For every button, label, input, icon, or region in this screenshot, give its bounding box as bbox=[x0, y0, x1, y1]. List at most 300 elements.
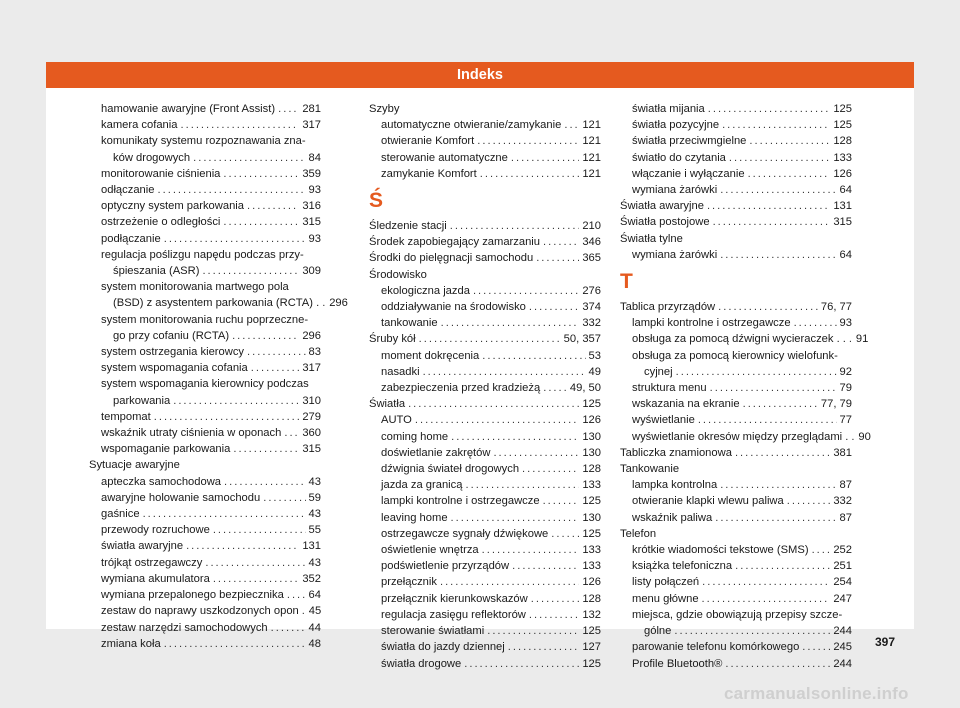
index-entry-text: system wspomagania cofania bbox=[101, 362, 248, 375]
index-page-ref: 90 bbox=[858, 430, 871, 443]
dot-leader bbox=[223, 214, 299, 230]
dot-leader bbox=[512, 558, 579, 574]
dot-leader bbox=[173, 393, 299, 409]
dot-leader bbox=[278, 101, 299, 117]
index-entry-text: otwieranie Komfort bbox=[381, 135, 475, 148]
index-page-ref: 87 bbox=[839, 479, 852, 492]
index-entry-text: zamykanie Komfort bbox=[381, 167, 477, 180]
index-page-ref: 309 bbox=[302, 265, 321, 278]
dot-leader bbox=[812, 542, 831, 558]
index-entry-text: obsługa za pomocą kierownicy wielofunk- bbox=[632, 349, 838, 362]
dot-leader bbox=[415, 412, 579, 428]
index-subentry bbox=[620, 166, 852, 182]
index-column-1 bbox=[89, 101, 348, 652]
index-entry bbox=[620, 445, 852, 461]
index-subentry bbox=[620, 542, 852, 558]
index-subentry bbox=[89, 312, 321, 344]
index-entry-text: książka telefoniczna bbox=[632, 560, 733, 573]
index-entry-text: przełącznik bbox=[381, 576, 437, 589]
index-entry bbox=[620, 299, 852, 315]
index-page-ref: 131 bbox=[302, 540, 321, 553]
dot-leader bbox=[735, 445, 830, 461]
index-subentry bbox=[89, 555, 321, 571]
index-entry-text: cyjnej bbox=[644, 365, 673, 378]
index-subentry bbox=[369, 558, 601, 574]
index-entry-text: Tablica przyrządów bbox=[620, 301, 716, 314]
index-subentry bbox=[620, 607, 852, 639]
index-entry-text: światła do jazdy dziennej bbox=[381, 641, 505, 654]
index-entry-text: parowanie telefonu komórkowego bbox=[632, 641, 800, 654]
index-page-ref: 77 bbox=[839, 414, 852, 427]
index-subentry bbox=[89, 636, 321, 652]
index-entry-text: gólne bbox=[644, 625, 672, 638]
index-entry-text: awaryjne holowanie samochodu bbox=[101, 491, 261, 504]
index-page-ref: 53 bbox=[588, 349, 601, 362]
dot-leader bbox=[423, 364, 586, 380]
index-page-ref: 133 bbox=[833, 151, 852, 164]
index-page-ref: 64 bbox=[839, 248, 852, 261]
index-page-ref: 43 bbox=[308, 556, 321, 569]
dot-leader bbox=[158, 182, 306, 198]
page-title: Indeks bbox=[457, 67, 503, 83]
index-entry-text: wymiana akumulatora bbox=[101, 572, 210, 585]
dot-leader bbox=[720, 182, 836, 198]
index-section-letter: T bbox=[620, 270, 633, 294]
index-page-ref: 374 bbox=[582, 301, 601, 314]
index-entry-text: trójkąt ostrzegawczy bbox=[101, 556, 203, 569]
dot-leader bbox=[508, 639, 580, 655]
dot-leader bbox=[698, 412, 837, 428]
index-subentry bbox=[620, 493, 852, 509]
index-subentry bbox=[369, 526, 601, 542]
index-subentry bbox=[369, 380, 601, 396]
index-entry-text: ostrzeżenie o odległości bbox=[101, 216, 221, 229]
index-subentry bbox=[620, 101, 852, 117]
index-entry-text: menu główne bbox=[632, 592, 699, 605]
index-entry-text: krótkie wiadomości tekstowe (SMS) bbox=[632, 544, 809, 557]
index-page-ref: 133 bbox=[582, 479, 601, 492]
index-entry-text: oddziaływanie na środowisko bbox=[381, 301, 526, 314]
dot-leader bbox=[247, 344, 306, 360]
index-entry-text: Szyby bbox=[369, 103, 400, 115]
dot-leader bbox=[487, 623, 579, 639]
index-section-letter: Ś bbox=[369, 189, 384, 213]
dot-leader bbox=[543, 380, 567, 396]
index-subentry bbox=[369, 299, 601, 315]
dot-leader bbox=[531, 591, 580, 607]
dot-leader bbox=[143, 506, 306, 522]
index-entry-text: gaśnice bbox=[101, 508, 140, 521]
index-entry-text: leaving home bbox=[381, 511, 448, 524]
index-entry-text: światła mijania bbox=[632, 103, 705, 115]
index-page-ref: 55 bbox=[308, 524, 321, 537]
dot-leader bbox=[213, 522, 306, 538]
index-entry-text: moment dokręcenia bbox=[381, 349, 480, 362]
dot-leader bbox=[223, 166, 299, 182]
index-page-ref: 125 bbox=[833, 119, 852, 132]
index-entry-text: Światła tylne bbox=[620, 232, 683, 245]
index-entry-text: wyświetlanie okresów między przeglądami . bbox=[632, 430, 849, 443]
index-entry-text: światła przeciwmgielne bbox=[632, 135, 747, 148]
index-page-ref: 93 bbox=[308, 184, 321, 197]
index-subentry bbox=[369, 133, 601, 149]
dot-leader bbox=[849, 331, 853, 347]
index-page-ref: 315 bbox=[302, 216, 321, 229]
index-page-ref: 244 bbox=[833, 625, 852, 638]
dot-leader bbox=[186, 538, 299, 554]
index-entry-text: przewody rozruchowe bbox=[101, 524, 210, 537]
index-entry bbox=[369, 396, 601, 412]
index-entry-text: doświetlanie zakrętów bbox=[381, 446, 491, 459]
index-page-ref: 125 bbox=[582, 495, 601, 508]
index-entry-text: Tankowanie bbox=[620, 463, 680, 476]
index-subentry bbox=[620, 150, 852, 166]
index-entry-text: zabezpieczenia przed kradzieżą bbox=[381, 382, 541, 395]
index-page-ref: 315 bbox=[833, 216, 852, 229]
index-subentry bbox=[369, 607, 601, 623]
index-entry-text: (BSD) z asystentem parkowania (RCTA) . bbox=[113, 297, 320, 310]
index-page-ref: 125 bbox=[833, 103, 852, 115]
index-entry bbox=[620, 214, 852, 230]
index-subentry bbox=[89, 425, 321, 441]
index-subentry bbox=[89, 101, 321, 117]
index-subentry bbox=[369, 364, 601, 380]
index-entry bbox=[369, 218, 601, 234]
dot-leader bbox=[710, 380, 837, 396]
index-entry-text: Środek zapobiegający zamarzaniu bbox=[369, 236, 541, 249]
index-page-ref: 359 bbox=[302, 167, 321, 180]
index-subentry bbox=[620, 133, 852, 149]
index-entry-text: ekologiczna jazda bbox=[381, 284, 470, 297]
dot-leader bbox=[202, 263, 299, 279]
index-entry-text: miejsca, gdzie obowiązują przepisy szcze- bbox=[632, 608, 843, 621]
index-entry-text: światło do czytania bbox=[632, 151, 726, 164]
index-subentry bbox=[620, 380, 852, 396]
index-subentry bbox=[89, 182, 321, 198]
index-entry-text: nasadki bbox=[381, 365, 420, 378]
dot-leader bbox=[676, 364, 837, 380]
index-page-ref: 84 bbox=[308, 151, 321, 164]
dot-leader bbox=[440, 574, 579, 590]
index-entry-text: parkowania bbox=[113, 394, 171, 407]
index-entry-text: Środowisko bbox=[369, 268, 427, 281]
index-page-ref: 128 bbox=[582, 463, 601, 476]
index-page-ref: 332 bbox=[833, 495, 852, 508]
index-entry-text: system monitorowania martwego pola bbox=[101, 281, 289, 294]
dot-leader bbox=[729, 150, 830, 166]
index-page-ref: 77, 79 bbox=[820, 398, 852, 411]
index-entry-text: monitorowanie ciśnienia bbox=[101, 167, 221, 180]
index-entry-text: struktura menu bbox=[632, 382, 707, 395]
dot-leader bbox=[674, 623, 830, 639]
index-entry-text: listy połączeń bbox=[632, 576, 700, 589]
index-entry-text: Sytuacje awaryjne bbox=[89, 459, 180, 472]
index-page-ref: 91 bbox=[855, 333, 869, 346]
index-entry-text: kamera cofania bbox=[101, 119, 178, 132]
index-subentry bbox=[620, 558, 852, 574]
dot-leader bbox=[707, 198, 830, 214]
index-entry-text: automatyczne otwieranie/zamykanie bbox=[381, 119, 562, 132]
dot-leader bbox=[543, 493, 580, 509]
index-entry-text: wspomaganie parkowania bbox=[101, 443, 231, 456]
dot-leader bbox=[213, 571, 300, 587]
index-subentry bbox=[620, 656, 852, 672]
index-page-ref: 252 bbox=[833, 544, 852, 557]
index-subentry bbox=[89, 214, 321, 230]
dot-leader bbox=[551, 526, 579, 542]
index-entry-text: Środki do pielęgnacji samochodu bbox=[369, 252, 534, 265]
index-page-ref: 79 bbox=[839, 382, 852, 395]
dot-leader bbox=[482, 542, 580, 558]
dot-leader bbox=[702, 574, 830, 590]
index-subentry bbox=[369, 461, 601, 477]
index-subentry bbox=[369, 283, 601, 299]
index-subentry bbox=[89, 117, 321, 133]
index-page-ref: 49 bbox=[588, 365, 601, 378]
index-subentry bbox=[620, 315, 852, 331]
index-page-ref: 130 bbox=[582, 446, 601, 459]
index-page-ref: 59 bbox=[308, 491, 321, 504]
index-entry-text: Światła postojowe bbox=[620, 216, 710, 229]
index-subentry bbox=[620, 331, 869, 347]
index-entry-text: zmiana koła bbox=[101, 637, 161, 650]
index-column-2 bbox=[369, 101, 601, 672]
index-entry-text: lampka kontrolna bbox=[632, 479, 718, 492]
index-page-ref: 254 bbox=[833, 576, 852, 589]
index-entry-text: lampki kontrolne i ostrzegawcze bbox=[632, 317, 791, 330]
dot-leader bbox=[536, 250, 579, 266]
index-entry-text: wymiana przepalonego bezpiecznika bbox=[101, 589, 284, 602]
index-page-ref: 360 bbox=[302, 427, 321, 440]
dot-leader bbox=[715, 510, 836, 526]
index-subentry bbox=[89, 441, 321, 457]
index-entry-text: zestaw narzędzi samochodowych bbox=[101, 621, 268, 634]
index-page-ref: 381 bbox=[833, 446, 852, 459]
index-page-ref: 128 bbox=[833, 135, 852, 148]
dot-leader bbox=[708, 101, 831, 117]
index-subentry bbox=[369, 542, 601, 558]
index-entry-text: Śruby kół bbox=[369, 333, 416, 346]
dot-leader bbox=[164, 231, 306, 247]
index-page-ref: 93 bbox=[308, 232, 321, 245]
index-page-ref: 346 bbox=[582, 236, 601, 249]
dot-leader bbox=[251, 360, 300, 376]
dot-leader bbox=[543, 234, 579, 250]
index-subentry bbox=[89, 279, 348, 311]
dot-leader bbox=[224, 474, 306, 490]
index-entry-text: komunikaty systemu rozpoznawania zna- bbox=[101, 135, 306, 148]
index-entry-text: oświetlenie wnętrza bbox=[381, 544, 479, 557]
dot-leader bbox=[477, 133, 579, 149]
index-entry-text: regulacja poślizgu napędu podczas przy- bbox=[101, 248, 304, 261]
index-entry-text: tankowanie bbox=[381, 317, 438, 330]
index-entry-text: Telefon bbox=[620, 527, 657, 540]
index-page-ref: 132 bbox=[582, 608, 601, 621]
index-page-ref: 64 bbox=[308, 589, 321, 602]
index-subentry bbox=[89, 620, 321, 636]
index-subentry bbox=[369, 348, 601, 364]
index-entry bbox=[369, 267, 601, 283]
index-page-ref: 131 bbox=[833, 200, 852, 213]
index-page-ref: 43 bbox=[308, 508, 321, 521]
index-page-ref: 317 bbox=[302, 362, 321, 375]
index-subentry bbox=[89, 587, 321, 603]
index-entry bbox=[620, 231, 852, 247]
index-entry-text: wymiana żarówki bbox=[632, 248, 718, 261]
index-subentry bbox=[369, 166, 601, 182]
index-page-ref: 130 bbox=[582, 430, 601, 443]
index-entry-text: wymiana żarówki bbox=[632, 184, 718, 197]
index-entry-text: sterowanie światłami bbox=[381, 625, 485, 638]
index-page-ref: 279 bbox=[302, 410, 321, 423]
index-entry-text: włączanie i wyłączanie bbox=[632, 167, 745, 180]
index-subentry bbox=[620, 429, 871, 445]
dot-leader bbox=[720, 247, 836, 263]
index-page-ref: 126 bbox=[582, 414, 601, 427]
index-entry bbox=[369, 250, 601, 266]
index-entry bbox=[369, 101, 601, 117]
index-entry bbox=[369, 331, 601, 347]
index-column-3 bbox=[620, 101, 871, 672]
index-page-ref: 133 bbox=[582, 544, 601, 557]
index-entry-text: światła pozycyjne bbox=[632, 119, 720, 132]
index-subentry bbox=[369, 445, 601, 461]
index-subentry bbox=[369, 639, 601, 655]
page-header bbox=[46, 62, 914, 88]
index-entry-text: apteczka samochodowa bbox=[101, 475, 222, 488]
dot-leader bbox=[480, 166, 580, 182]
dot-leader bbox=[713, 214, 831, 230]
index-page-ref: 245 bbox=[833, 641, 852, 654]
index-page-ref: 87 bbox=[839, 511, 852, 524]
index-page-ref: 92 bbox=[839, 365, 852, 378]
index-page-ref: 43 bbox=[308, 475, 321, 488]
index-page-ref: 133 bbox=[582, 560, 601, 573]
index-page-ref: 44 bbox=[308, 621, 321, 634]
index-page-ref: 317 bbox=[302, 119, 321, 132]
page-number: 397 bbox=[875, 635, 896, 649]
index-page-ref: 121 bbox=[582, 167, 601, 180]
index-entry-text: Światła awaryjne bbox=[620, 200, 704, 213]
index-subentry bbox=[369, 429, 601, 445]
index-page-ref: 64 bbox=[839, 184, 852, 197]
watermark: carmanualsonline.info bbox=[724, 684, 909, 703]
index-page-ref: 49, 50 bbox=[569, 382, 601, 395]
dot-leader bbox=[205, 555, 305, 571]
index-subentry bbox=[620, 348, 852, 380]
index-subentry bbox=[620, 247, 852, 263]
index-subentry bbox=[620, 510, 852, 526]
index-subentry bbox=[620, 574, 852, 590]
dot-leader bbox=[247, 198, 299, 214]
index-page-ref: 244 bbox=[833, 657, 852, 670]
index-subentry bbox=[369, 493, 601, 509]
index-subentry bbox=[89, 376, 321, 408]
dot-leader bbox=[749, 133, 830, 149]
index-entry-text: wyświetlanie bbox=[632, 414, 695, 427]
index-entry-text: go przy cofaniu (RCTA) bbox=[113, 329, 230, 342]
index-subentry bbox=[620, 639, 852, 655]
index-page-ref: 310 bbox=[302, 394, 321, 407]
dot-leader bbox=[154, 409, 300, 425]
index-page-ref: 121 bbox=[582, 135, 601, 148]
index-entry-text: ostrzegawcze sygnały dźwiękowe bbox=[381, 527, 549, 540]
index-subentry bbox=[620, 182, 852, 198]
index-subentry bbox=[369, 117, 601, 133]
index-page-ref: 210 bbox=[582, 220, 601, 233]
dot-leader bbox=[451, 429, 579, 445]
index-subentry bbox=[369, 591, 601, 607]
dot-leader bbox=[465, 477, 579, 493]
index-page-ref: 127 bbox=[582, 641, 601, 654]
index-entry-text: tempomat bbox=[101, 410, 151, 423]
index-subentry bbox=[620, 591, 852, 607]
index-page-ref: 276 bbox=[582, 284, 601, 297]
index-entry-text: lampki kontrolne i ostrzegawcze bbox=[381, 495, 540, 508]
dot-leader bbox=[802, 639, 830, 655]
index-page-ref: 251 bbox=[833, 560, 852, 573]
index-page-ref: 48 bbox=[308, 637, 321, 650]
dot-leader bbox=[181, 117, 300, 133]
index-page-ref: 296 bbox=[302, 329, 321, 342]
index-page-ref: 296 bbox=[329, 297, 348, 310]
index-subentry bbox=[89, 198, 321, 214]
dot-leader bbox=[164, 636, 306, 652]
index-subentry bbox=[620, 477, 852, 493]
index-entry-text: coming home bbox=[381, 430, 449, 443]
index-page-ref: 121 bbox=[582, 151, 601, 164]
index-entry-text: podłączanie bbox=[101, 232, 161, 245]
index-entry-text: sterowanie automatyczne bbox=[381, 151, 508, 164]
index-page-ref: 126 bbox=[833, 167, 852, 180]
index-entry-text: światła awaryjne bbox=[101, 540, 184, 553]
dot-leader bbox=[748, 166, 831, 182]
index-page-ref: 121 bbox=[582, 119, 601, 132]
index-subentry bbox=[369, 510, 601, 526]
index-subentry bbox=[89, 490, 321, 506]
dot-leader bbox=[720, 477, 836, 493]
index-page-ref: 315 bbox=[302, 443, 321, 456]
index-entry bbox=[89, 457, 321, 473]
dot-leader bbox=[787, 493, 831, 509]
index-entry-text: przełącznik kierunkowskazów bbox=[381, 592, 528, 605]
index-subentry bbox=[89, 571, 321, 587]
dot-leader bbox=[735, 558, 830, 574]
index-subentry bbox=[620, 396, 852, 412]
index-subentry bbox=[369, 412, 601, 428]
dot-leader bbox=[702, 591, 831, 607]
index-subentry bbox=[89, 247, 321, 279]
dot-leader bbox=[529, 607, 579, 623]
index-entry bbox=[620, 198, 852, 214]
dot-leader bbox=[482, 348, 585, 364]
index-page-ref: 247 bbox=[833, 592, 852, 605]
index-subentry bbox=[89, 506, 321, 522]
index-page-ref: 281 bbox=[302, 103, 321, 115]
dot-leader bbox=[851, 429, 855, 445]
dot-leader bbox=[743, 396, 818, 412]
dot-leader bbox=[451, 510, 580, 526]
dot-leader bbox=[287, 587, 306, 603]
dot-leader bbox=[718, 299, 818, 315]
dot-leader bbox=[408, 396, 579, 412]
index-subentry bbox=[89, 231, 321, 247]
dot-leader bbox=[302, 603, 306, 619]
dot-leader bbox=[450, 218, 580, 234]
index-page-ref: 125 bbox=[582, 527, 601, 540]
dot-leader bbox=[232, 328, 299, 344]
dot-leader bbox=[564, 117, 579, 133]
